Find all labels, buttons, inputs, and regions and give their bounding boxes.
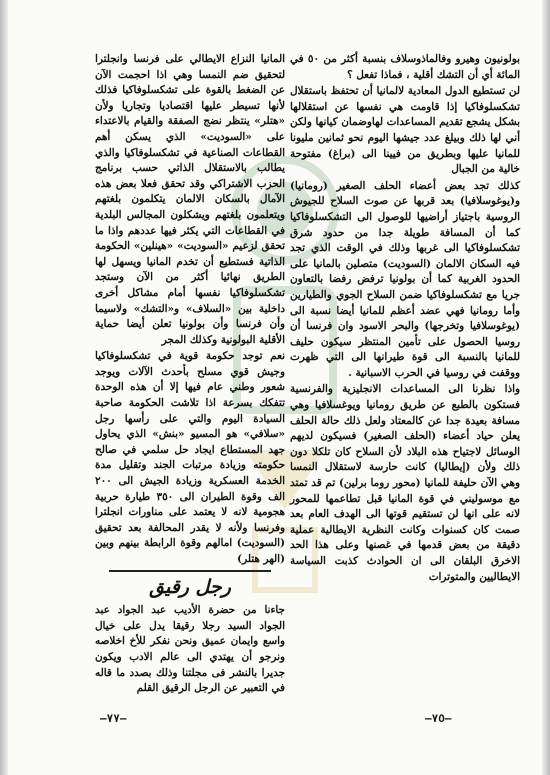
left-page-edge <box>0 0 8 775</box>
article-title: رجل رقيق <box>149 575 231 598</box>
article-divider <box>109 570 271 572</box>
right-column-paragraph-1: بولونيون وهيرو وفالماذوسلاف بنسبة أكثر من ٥٠ في المائة أي أن التشك أقلية ، فماذا تفعل ؟ <box>290 53 520 81</box>
right-column-paragraph-3: كذلك تجد بعض أعضاء الحلف الصغير (رومانيا) و(يوغوسلافيا) بعد قربها عن صوت السلاح للجيوش الروسية باجتياز أراضيها للوصول الى التشكسلوفاكيا كما أن المسافة طويلة جدا من حدود شرق تشكسلوفاكيا الى غربها وذلك في الوقت الذي تجد فيه السكان الالمان (السوديت) متصلين بالمانيا على الحدود الغربية كما أن بولونيا ترفض رفضا بالتعاون جريا مع تشكسلوفاكيا ضمن السلاح الجوي والطيارين وأما رومانيا فهي عضد أعظم للمانيا أيضا نسبة الى (يوغوسلافيا وتخرجها) والبحر الاسود وان فرنسا أن روسيا الحصول على تأمين المنتظر سيكون حليف للمانيا بالنسبة الى قوة طيرانها الى التي ظهرت ووقفت في روسيا في الحرب الاسبانية . <box>290 179 520 379</box>
right-text-column <box>290 52 520 585</box>
right-page-edge <box>542 0 550 775</box>
right-column-paragraph-2: لن تستطيع الدول المعادية لالمانيا أن تحتفظ باستقلال تشكسلوفاكيا إذا قاومت هي نفسها عن استقلالها بشكل يشجع تقديم المساعدات لهاوضمان كيانها ولكن أني لها ذلك وبيلغ عدد جيشها اليوم نحو ثمانين مليونا للمانيا عليها وبطريق من فيينا الى (براغ) مفتوحة خالية من الجبال <box>290 85 520 176</box>
left-column-paragraph-1: المانيا النزاع الايطالي على فرنسا وانجلترا لتحقيق ضم النمسا وهي اذا احجمت الآن عن الضغط بالقوة على تشكسلوفاكيا فذلك لأنها تسيطر عليها اقتصاديا وتجاريا ولأن «هتلر» ينتظر نضج الصفقة والقيام بالاعتداء على «السوديت» الذي يسكن أهم القطاعات الصناعية في تشكسلوفاكيا والذي يطالب بالاستقلال الذاتي حسب برنامج الحزب الاشتراكي وقد تحقق فعلا بعض هذه الآمال بالسكان الالمان يتكلمون بلغتهم ويتعلمون بلغتهم ويشكلون المجالس البلدية في القطاعات التي يكثر فيها عددهم واذا ما تحقق لزعيم «السوديت» «هينلين» الحكومة الذاتية فستطيع أن تخدم المانيا ويسهل لها الطريق نهائيا أكثر من الآن وستجد تشكسلوفاكيا نفسها أمام مشاكل أخرى داخلية بين «السلاف» و«التشك» ولاسيما وأن فرنسا وأن بولونيا تعلن أيضا حماية الأقلية البولونية وكذلك المجر <box>95 53 285 346</box>
left-text-column <box>95 52 285 697</box>
right-column-paragraph-4: واذا نظرنا الى المساعدات الانجليزية والفرنسية فستكون بالطبع عن طريق رومانيا ويوغسلافيا وهي مسافة بعيدة جدا عن كالمعتاد ولعل ذلك حالة الحلف يعلن حياد أعضاء (الحلف الصغير) فسيكون لديهم الوسائل لاجتياح هذه البلاد لأن السلاح كان تلكلا دون ذلك ولأن (إيطاليا) كانت حارسة لاستقلال النمسا وهي الآن حليفة للمانيا (محور روما برلين) تم قد تمتد مع موسوليني في قوة المانيا قبل تطاعمها للمحور لانه على انها لن تستقيم قوتها الى الهدف العام بعد صمت كان كسنوات وكانت النظرية الايطالية عملية دقيقة من بعض قدمها في غصنها وعلى هذا الحد الاخرق البلقان الى ان الحوادث كذبت السياسة الايطاليين والمتوترات <box>290 383 520 583</box>
page-number-left: —٧٧— <box>100 712 127 725</box>
article-body: جاءنا من حضرة الأديب عبد الجواد عبد الجواد السيد رجلا رقيقا يدل على خيال واسع وايمان عميق ونحن نفكر للأخ اخلاصه ونرجو أن يهتدي الى عالم الادب ويكون جديرا بالنشر فى مجلتنا وذلك بصدد ما قاله في التعبير عن الرجل الرقيق القلم <box>95 604 285 695</box>
page-number-right: —٧٥— <box>425 712 452 725</box>
left-column-paragraph-2: نعم توجد حكومة قوية في تشكسلوفاكيا وجيش قوي مسلح بأحدث الآلات ويوجد شعور وطني عام فيها إلا أن هذه الوحدة تتفكك بسرعة اذا تلاشت الحكومة صاحبة السيادة اليوم والتي على رأسها رجل «سلافي» هو المسيو «بنش» الذي يحاول جهد المستطاع ايجاد حل سلمي في صالح حكومته وزيادة مرتبات الجند وتقليل مدة الخدمة العسكرية وزيادة الجيش الى ٢٠٠ الف وقوة الطيران الى ٣٥٠ طيارة حربية هجومية لانه لا يعتمد على مناورات انجلترا وفرنسا ولأنه لا يقدر المحالفة بعد تحقيق (السوديت) امالهم وقوة الرابطة بينهم وبين (الهر هتلر) <box>95 350 285 565</box>
